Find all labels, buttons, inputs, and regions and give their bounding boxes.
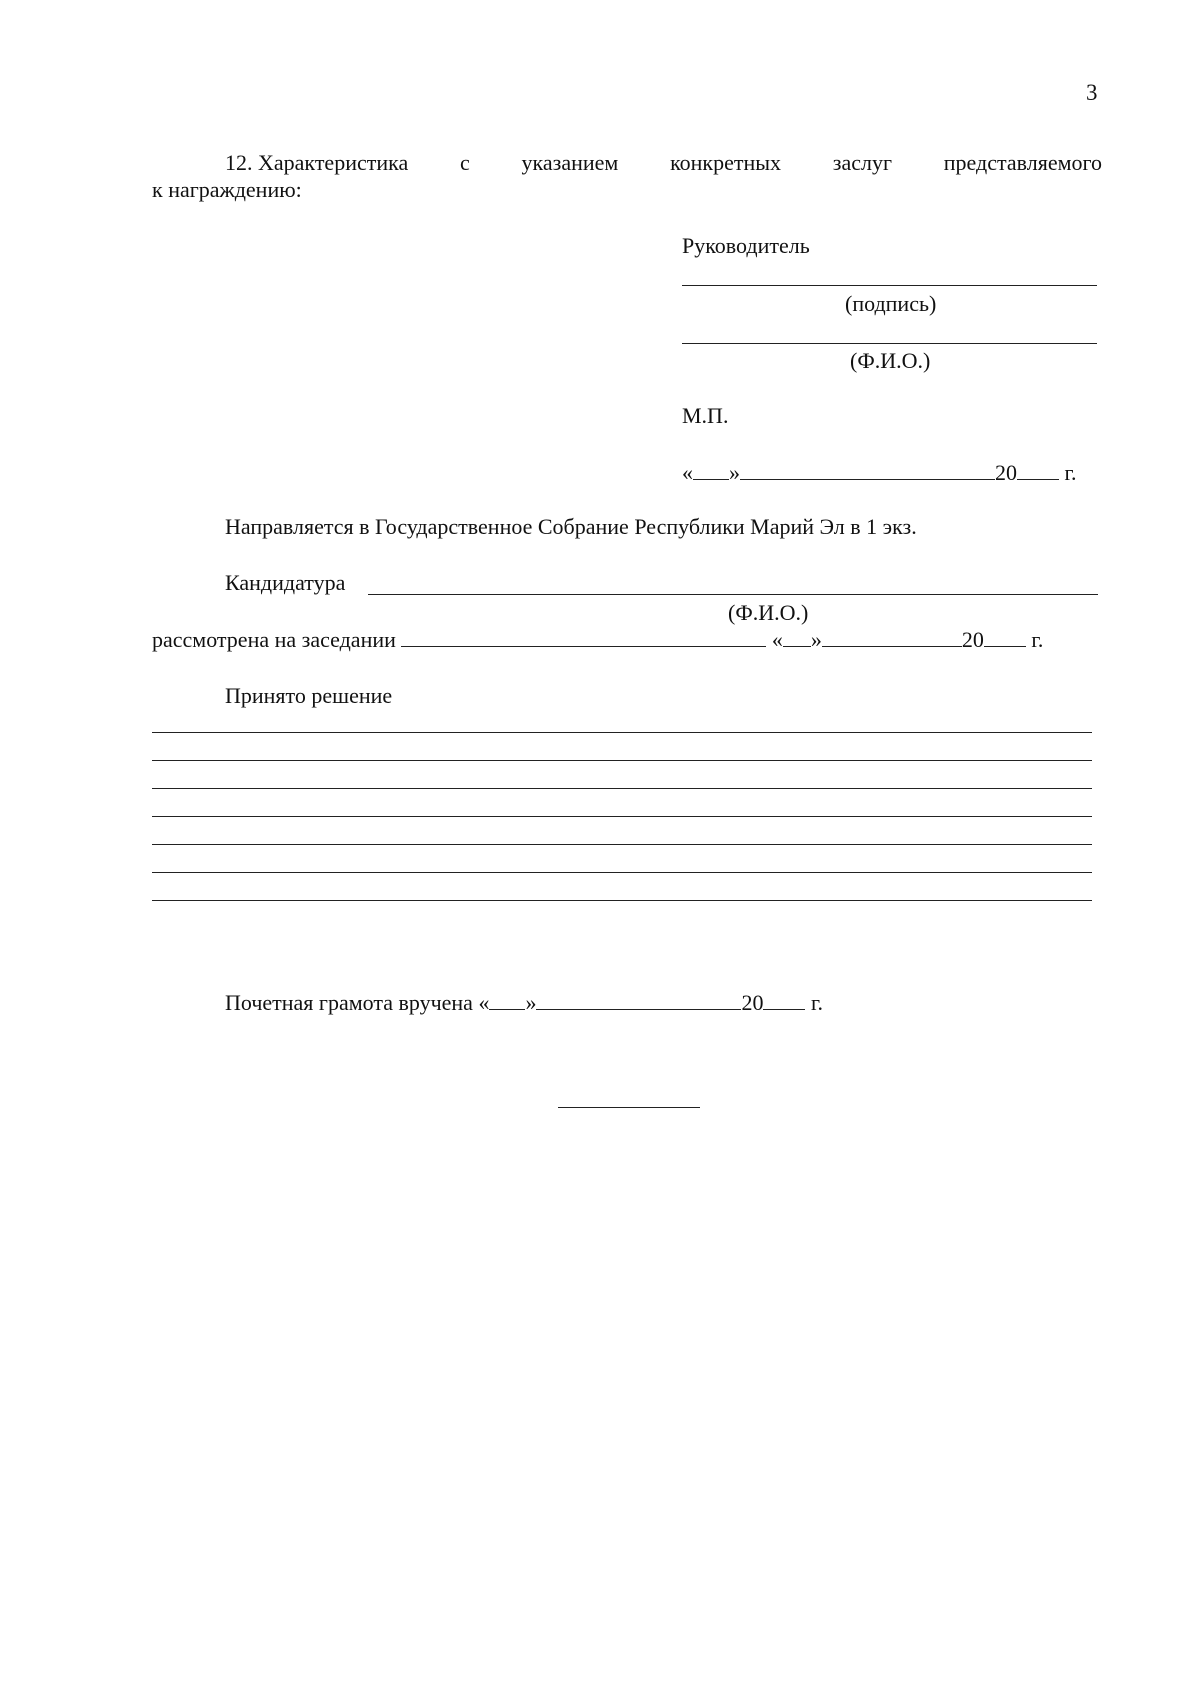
date-year-suffix: г.	[1064, 460, 1077, 485]
considered-day-field[interactable]	[783, 626, 811, 647]
date-day-field[interactable]	[693, 459, 729, 480]
decision-line[interactable]	[152, 788, 1092, 789]
item12-continuation: к награждению:	[152, 177, 302, 202]
signature-role: Руководитель	[682, 233, 810, 258]
date-month-field[interactable]	[740, 459, 995, 480]
award-year-field[interactable]	[763, 989, 805, 1010]
award-day-field[interactable]	[489, 989, 525, 1010]
item12-heading	[225, 150, 1102, 176]
item12-word-4: конкретных	[670, 150, 782, 175]
date-year-field[interactable]	[1017, 459, 1059, 480]
award-close-quote: »	[525, 990, 537, 1015]
candidate-label: Кандидатура	[225, 570, 346, 595]
decision-line[interactable]	[152, 872, 1092, 873]
date-close-quote: »	[729, 460, 740, 485]
seal-mark: М.П.	[682, 403, 729, 428]
candidate-name-caption: (Ф.И.О.)	[728, 600, 809, 625]
considered-year-field[interactable]	[984, 626, 1026, 647]
item12-word-1: 12. Характеристика	[225, 150, 409, 175]
decision-line[interactable]	[152, 732, 1092, 733]
candidate-name-line[interactable]	[368, 594, 1098, 595]
award-year-prefix: 20	[741, 990, 764, 1015]
considered-year-suffix: г.	[1031, 627, 1044, 652]
date-year-prefix: 20	[995, 460, 1017, 485]
decision-label: Принято решение	[225, 683, 393, 708]
item12-word-3: указанием	[521, 150, 619, 175]
decision-line[interactable]	[152, 900, 1092, 901]
award-open-quote: «	[478, 990, 490, 1015]
award-label: Почетная грамота вручена	[225, 990, 473, 1015]
item12-word-5: заслуг	[832, 150, 893, 175]
date-open-quote: «	[682, 460, 693, 485]
decision-line[interactable]	[152, 844, 1092, 845]
decision-line[interactable]	[152, 816, 1092, 817]
considered-close-quote: »	[810, 627, 822, 652]
considered-label: рассмотрена на заседании	[152, 627, 396, 652]
award-year-suffix: г.	[810, 990, 823, 1015]
meeting-body-field[interactable]	[401, 626, 766, 647]
sent-to-statement: Направляется в Государственное Собрание Республики Марий Эл в 1 экз.	[225, 514, 917, 539]
closing-divider	[558, 1107, 700, 1108]
award-line	[225, 989, 823, 1016]
award-month-field[interactable]	[536, 989, 741, 1010]
considered-open-quote: «	[771, 627, 783, 652]
considered-line	[152, 626, 1043, 653]
item12-word-6: представляемого	[943, 150, 1102, 175]
item12-word-2: с	[460, 150, 470, 175]
considered-year-prefix: 20	[961, 627, 984, 652]
signature-date	[682, 459, 1077, 486]
signature-name-line[interactable]	[682, 343, 1097, 344]
page-number: 3	[1086, 80, 1098, 105]
decision-line[interactable]	[152, 760, 1092, 761]
signature-line[interactable]	[682, 285, 1097, 286]
considered-month-field[interactable]	[822, 626, 962, 647]
signature-caption: (подпись)	[845, 291, 937, 316]
signature-name-caption: (Ф.И.О.)	[850, 348, 931, 373]
